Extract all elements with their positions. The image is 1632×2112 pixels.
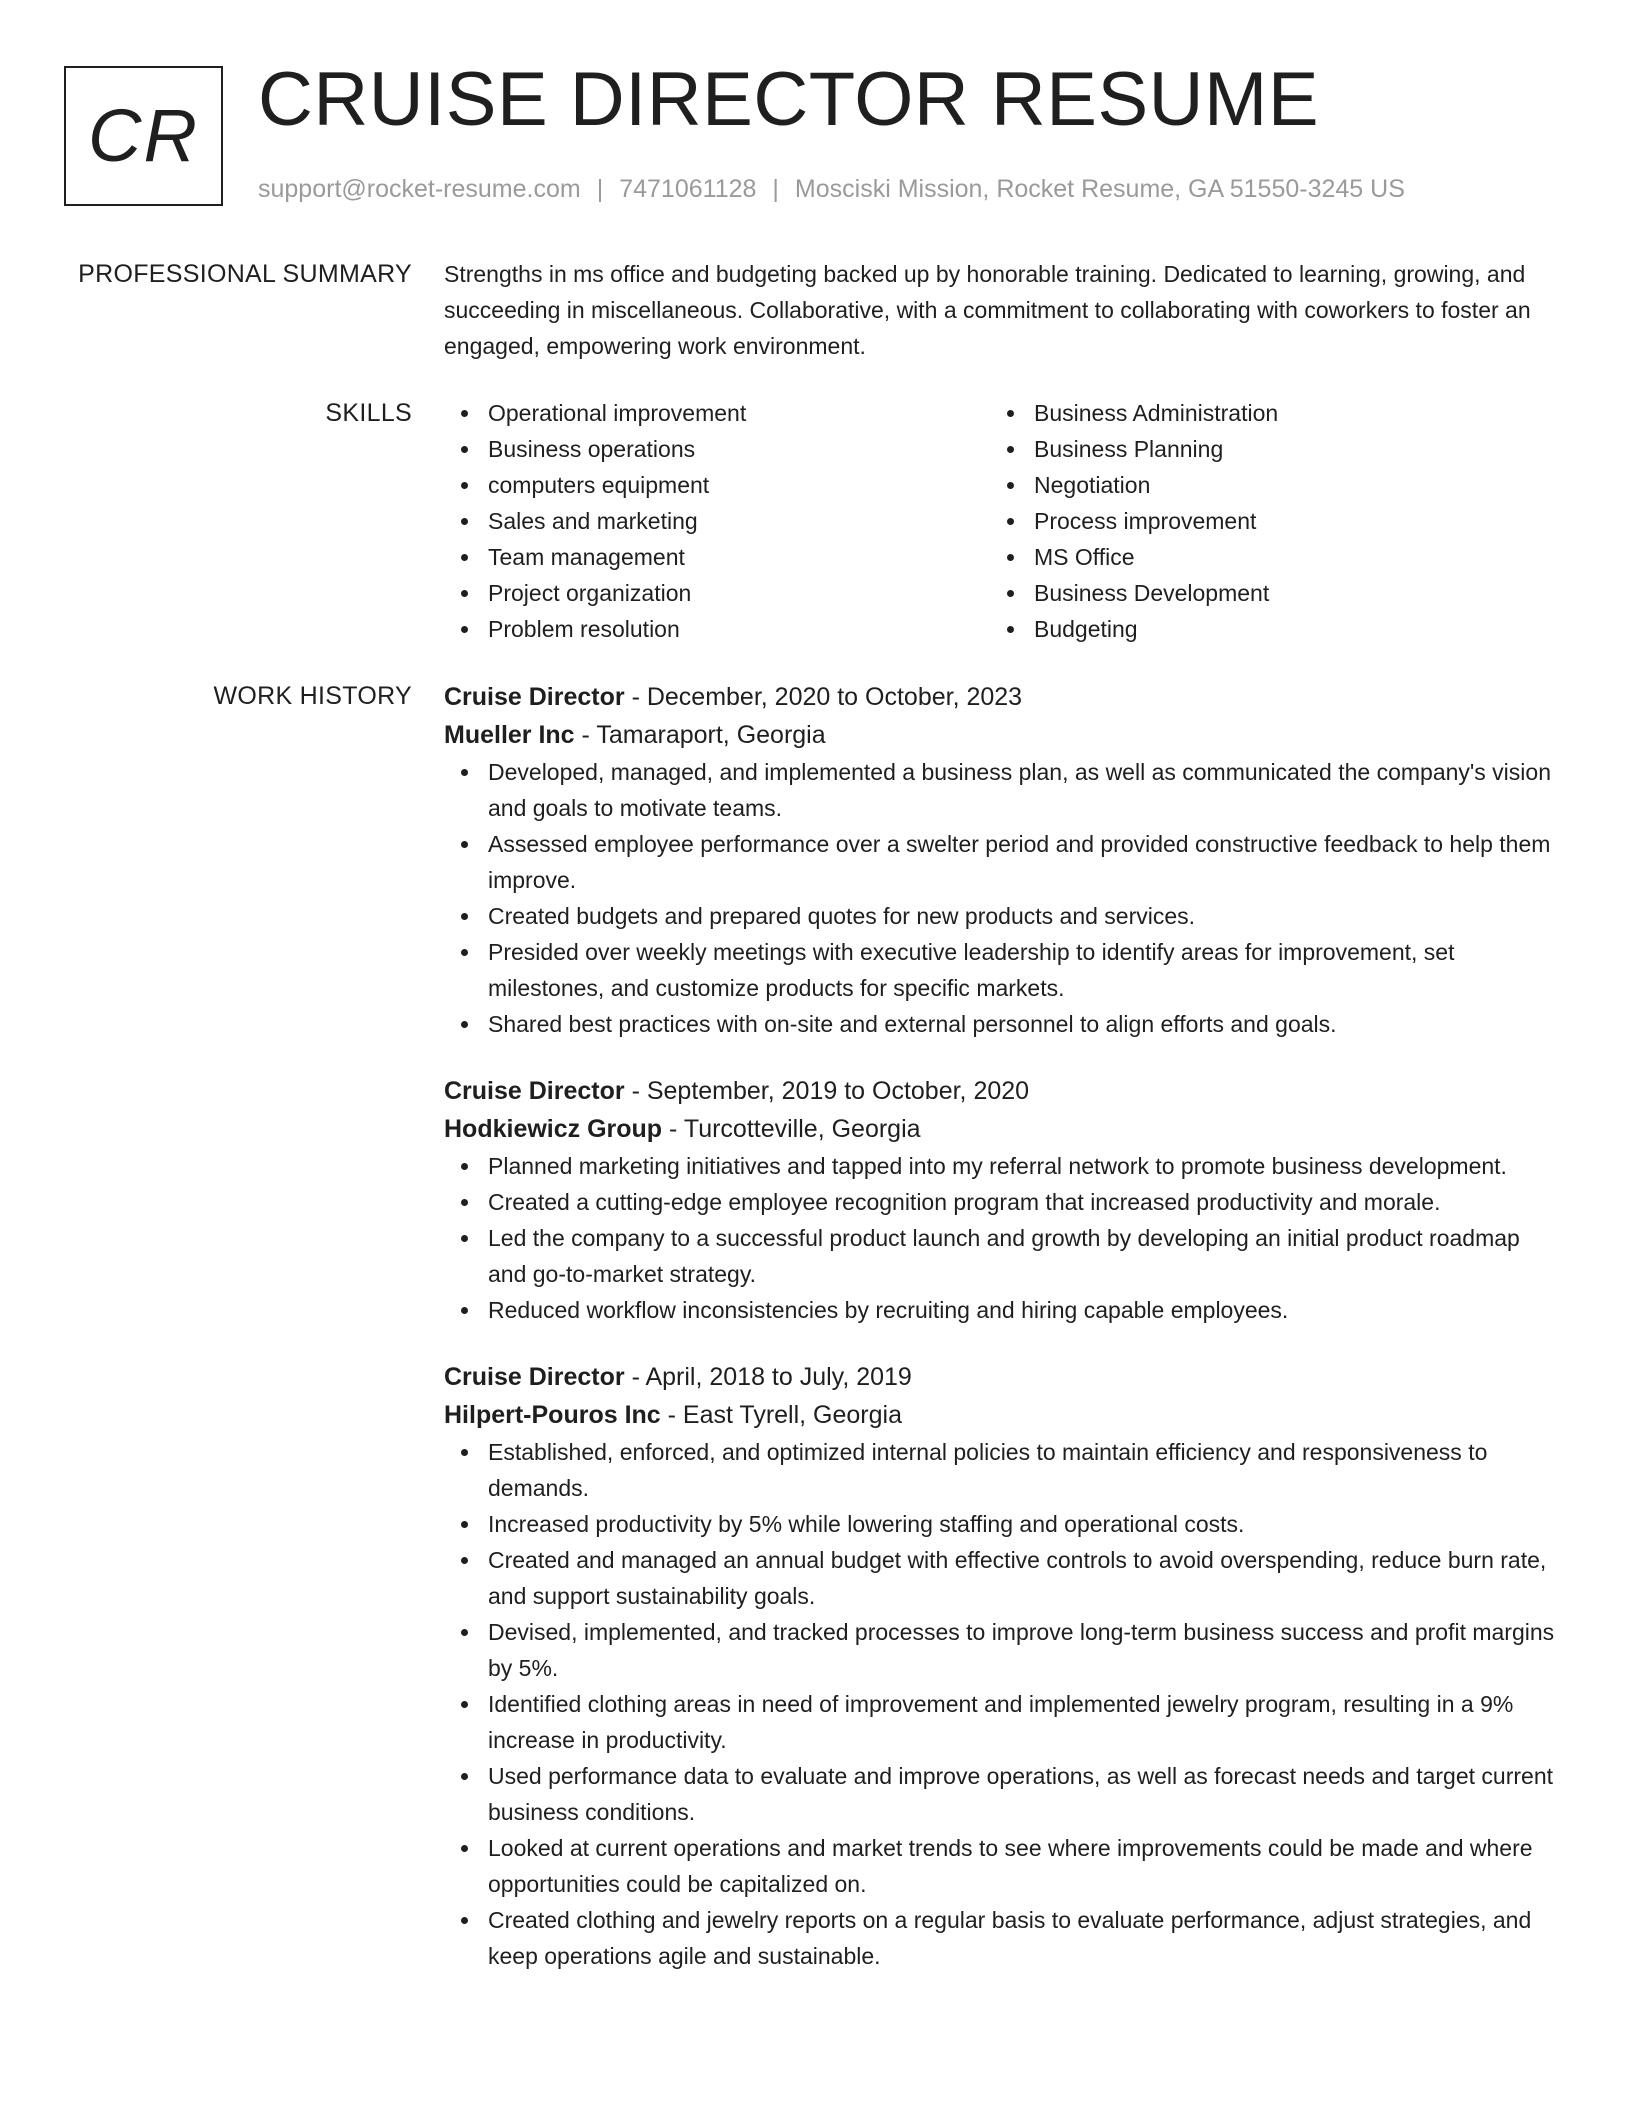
job-bullet: Created a cutting-edge employee recognition program that increased productivity and morale. xyxy=(488,1184,1556,1220)
job-company: Mueller Inc xyxy=(444,721,575,749)
job-bullet: Created clothing and jewelry reports on a regular basis to evaluate performance, adjust strategies, and keep operations agile and sustainable. xyxy=(488,1902,1556,1974)
contact-address: Mosciski Mission, Rocket Resume, GA 51550-3245 US xyxy=(794,175,1405,203)
contact-separator: | xyxy=(596,175,604,203)
job-bullet: Used performance data to evaluate and improve operations, as well as forecast needs and target current business conditions. xyxy=(488,1758,1556,1830)
job-company-line xyxy=(444,1110,1556,1148)
job-entry xyxy=(444,1358,1556,1974)
job-bullet: Developed, managed, and implemented a business plan, as well as communicated the company's vision and goals to motivate teams. xyxy=(488,754,1556,826)
skill-item: MS Office xyxy=(1034,539,1536,575)
job-bullet: Shared best practices with on-site and external personnel to align efforts and goals. xyxy=(488,1006,1556,1042)
job-bullet: Increased productivity by 5% while lowering staffing and operational costs. xyxy=(488,1506,1556,1542)
job-role: Cruise Director xyxy=(444,683,625,711)
section-heading: WORK HISTORY xyxy=(213,682,412,710)
skill-item: Sales and marketing xyxy=(488,503,990,539)
job-entry xyxy=(444,678,1556,1042)
summary-body xyxy=(444,256,1556,364)
skills-list-left xyxy=(444,395,990,647)
summary-text: Strengths in ms office and budgeting backed up by honorable training. Dedicated to learning, growing, and succeeding in miscellaneous. Collaborative, with a commitment to collaborating with coworkers to foster an engaged, empowering work environment. xyxy=(444,261,1531,359)
job-bullet: Identified clothing areas in need of improvement and implemented jewelry program, resulting in a 9% increase in productivity. xyxy=(488,1686,1556,1758)
skill-item: Team management xyxy=(488,539,990,575)
contact-separator: | xyxy=(772,175,779,203)
job-bullet: Presided over weekly meetings with executive leadership to identify areas for improvement, set milestones, and customize products for specific markets. xyxy=(488,934,1556,1006)
job-company-line xyxy=(444,716,1556,754)
job-title-line xyxy=(444,1072,1556,1110)
contact-line xyxy=(258,174,1405,204)
job-company: Hilpert-Pouros Inc xyxy=(444,1401,661,1429)
job-dates: - September, 2019 to October, 2020 xyxy=(624,1077,1030,1105)
job-role: Cruise Director xyxy=(444,1363,625,1391)
job-bullet: Led the company to a successful product launch and growth by developing an initial product roadmap and go-to-market strategy. xyxy=(488,1220,1556,1292)
job-bullet-list xyxy=(444,754,1556,1042)
skill-item: Operational improvement xyxy=(488,395,990,431)
job-dates: - April, 2018 to July, 2019 xyxy=(624,1363,912,1391)
job-bullet: Established, enforced, and optimized internal policies to maintain efficiency and responsiveness to demands. xyxy=(488,1434,1556,1506)
skill-item: Problem resolution xyxy=(488,611,990,647)
job-location: - East Tyrell, Georgia xyxy=(660,1401,902,1429)
monogram-logo xyxy=(64,66,223,206)
skill-item: Business Planning xyxy=(1034,431,1536,467)
work-history-body xyxy=(444,678,1556,2004)
job-role: Cruise Director xyxy=(444,1077,625,1105)
contact-email: support@rocket-resume.com xyxy=(258,175,581,203)
job-bullet: Devised, implemented, and tracked processes to improve long-term business success and profit margins by 5%. xyxy=(488,1614,1556,1686)
skill-item: Business Administration xyxy=(1034,395,1536,431)
skills-list-right xyxy=(990,395,1536,647)
resume-title: CRUISE DIRECTOR RESUME xyxy=(258,57,1320,142)
skill-item: Budgeting xyxy=(1034,611,1536,647)
section-heading: PROFESSIONAL SUMMARY xyxy=(78,260,412,288)
job-bullet: Created and managed an annual budget with effective controls to avoid overspending, reduce burn rate, and support sustainability goals. xyxy=(488,1542,1556,1614)
job-bullet: Created budgets and prepared quotes for new products and services. xyxy=(488,898,1556,934)
job-company-line xyxy=(444,1396,1556,1434)
monogram-initials: CR xyxy=(88,94,199,177)
skill-item: Business operations xyxy=(488,431,990,467)
job-bullet: Looked at current operations and market trends to see where improvements could be made and where opportunities could be capitalized on. xyxy=(488,1830,1556,1902)
job-entry xyxy=(444,1072,1556,1328)
skills-body xyxy=(444,395,1556,647)
skill-item: Negotiation xyxy=(1034,467,1536,503)
job-title-line xyxy=(444,678,1556,716)
skill-item: Business Development xyxy=(1034,575,1536,611)
job-bullet-list xyxy=(444,1434,1556,1974)
contact-phone: 7471061128 xyxy=(619,175,757,203)
job-bullet-list xyxy=(444,1148,1556,1328)
job-location: - Tamaraport, Georgia xyxy=(574,721,826,749)
job-dates: - December, 2020 to October, 2023 xyxy=(624,683,1023,711)
job-company: Hodkiewicz Group xyxy=(444,1115,663,1143)
skill-item: Process improvement xyxy=(1034,503,1536,539)
job-title-line xyxy=(444,1358,1556,1396)
job-bullet: Planned marketing initiatives and tapped into my referral network to promote business development. xyxy=(488,1148,1556,1184)
job-location: - Turcotteville, Georgia xyxy=(662,1115,921,1143)
section-heading: SKILLS xyxy=(325,399,412,427)
job-bullet: Reduced workflow inconsistencies by recruiting and hiring capable employees. xyxy=(488,1292,1556,1328)
skill-item: Project organization xyxy=(488,575,990,611)
job-bullet: Assessed employee performance over a swelter period and provided constructive feedback to help them improve. xyxy=(488,826,1556,898)
skill-item: computers equipment xyxy=(488,467,990,503)
